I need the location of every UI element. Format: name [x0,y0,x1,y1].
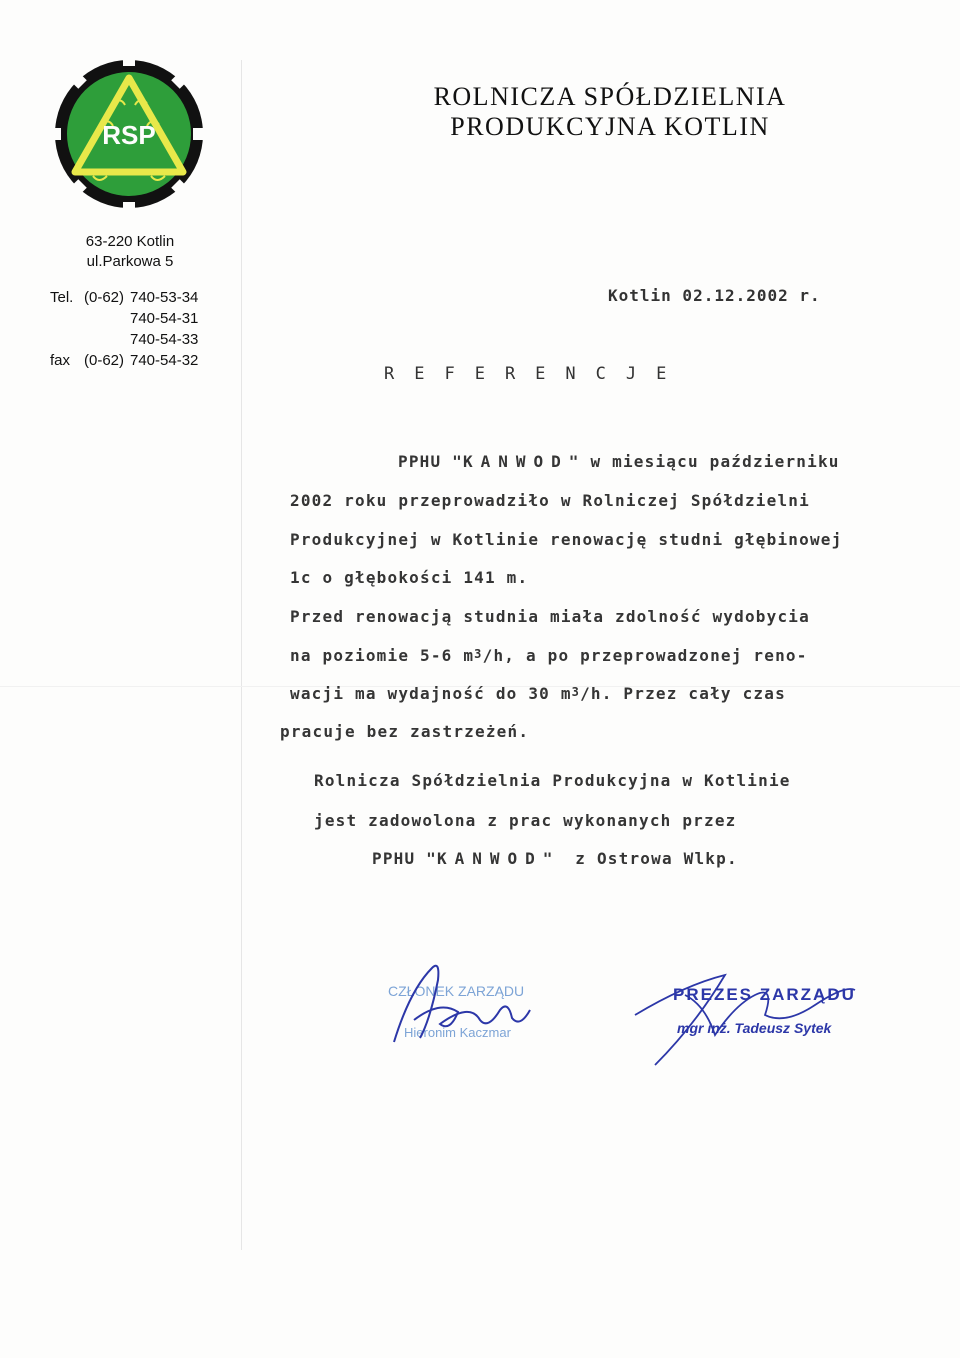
stamp-name: Hieronim Kaczmar [404,1025,511,1040]
phone-number: 740-53-34 [130,289,199,306]
address-line: ul.Parkowa 5 [86,253,174,270]
firm-name: KANWOD [463,452,569,471]
company-line: PRODUKCYJNA KOTLIN [450,112,770,141]
firm-name: KANWOD [437,849,543,868]
phone-row [50,308,210,329]
signature-left [380,950,560,1050]
body-line [398,452,840,471]
phone-code: (0-62) [84,289,125,306]
phone-number: 740-54-32 [130,352,199,369]
letter-date: Kotlin 02.12.2002 r. [608,286,821,305]
phone-number: 740-54-33 [130,331,199,348]
phone-row [50,329,210,350]
text-fragment: na poziomie 5-6 m [290,646,475,665]
text-fragment: /h, a po przeprowadzonej reno- [482,646,808,665]
text-fragment: /h. Przez cały czas [580,684,786,703]
handwritten-signature [625,965,865,1075]
body-line [290,646,808,665]
text-fragment: wacji ma wydajność do 30 m [290,684,572,703]
text-fragment: PPHU " [398,452,463,471]
body-line: 1c o głębokości 141 m. [290,568,529,587]
body-line: 2002 roku przeprowadziło w Rolniczej Spółdzielni [290,491,810,510]
handwritten-signature [380,950,560,1050]
phone-number: 740-54-31 [130,310,199,327]
company-line: ROLNICZA SPÓŁDZIELNIA [433,82,787,111]
stamp-name: mgr inż. Tadeusz Sytek [677,1020,832,1036]
body-line: Produkcyjnej w Kotlinie renowację studni głębinowej [290,530,843,549]
text-fragment: PPHU " [372,849,437,868]
stamp-title: PREZES ZARZĄDU [673,985,856,1004]
logo-text: RSP [102,120,156,150]
company-name [340,82,880,142]
address-line: 63-220 Kotlin [85,233,175,250]
body-line: jest zadowolona z prac wykonanych przez [314,811,737,830]
phone-row [50,287,210,308]
body-line [372,849,738,868]
body-line: Przed renowacją studnia miała zdolność wydobycia [290,607,810,626]
body-line [290,684,786,703]
body-line: Rolnicza Spółdzielnia Produkcyjna w Kotlinie [314,771,791,790]
phone-label: fax [50,352,71,369]
margin-rule [241,60,242,1250]
superscript: 3 [571,685,581,699]
body-line: pracuje bez zastrzeżeń. [280,722,530,741]
phone-block [50,287,210,371]
superscript: 3 [474,647,483,661]
phone-label: Tel. [50,289,74,306]
signature-right [625,965,865,1075]
phone-code: (0-62) [84,352,125,369]
text-fragment: " z Ostrowa Wlkp. [542,849,738,868]
letter-heading: REFERENCJE [384,364,687,384]
address-block [30,232,230,272]
stamp-title: CZŁONEK ZARZĄDU [388,983,525,999]
rsp-logo [53,58,205,210]
text-fragment: " w miesiącu październiku [568,452,840,471]
phone-row [50,350,210,371]
